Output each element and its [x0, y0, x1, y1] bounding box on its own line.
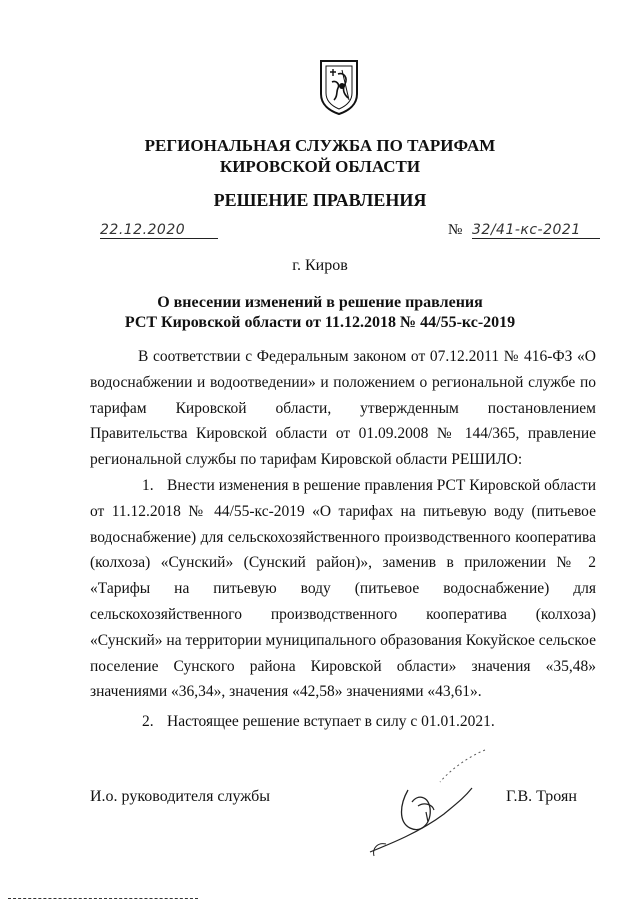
number-label: №	[448, 222, 463, 238]
coat-of-arms-icon	[318, 58, 360, 116]
decision-item-1	[90, 473, 596, 705]
item-number: 1.	[142, 476, 154, 494]
footer-divider	[8, 898, 198, 899]
item-text: Внести изменения в решение правления РСТ Кировской области от 11.12.2018 № 44/55-кс-2019 «О тарифах на питьевую воду (питьевое водоснабжение) для сельскохозяйственного производственного кооператива (колхоза) «Сунский» (Сунский район)», заменив в приложении № 2 «Тарифы на питьевую воду (питьевое водоснабжение) для сельскохозяйственного производственного кооператива (колхоза) «Сунский» на территории муниципального образования Кокуйское сельское поселение Сунского района Кировской области» значения «35,48» значениями «36,34», значения «42,58» значениями «43,61».	[90, 476, 596, 701]
signer-name: Г.В. Троян	[506, 788, 577, 805]
org-name-line1: РЕГИОНАЛЬНАЯ СЛУЖБА ПО ТАРИФАМ	[144, 136, 496, 155]
signer-position: И.о. руководителя службы	[90, 788, 271, 805]
document-body	[90, 344, 596, 735]
item-text: Настоящее решение вступает в силу с 01.01.2021.	[167, 713, 495, 731]
handwritten-signature-icon	[360, 744, 500, 864]
decision-number: 32/41-кс-2021	[472, 222, 600, 239]
decision-date: 22.12.2020	[100, 222, 218, 239]
preamble-paragraph: В соответствии с Федеральным законом от 07.12.2011 № 416-ФЗ «О водоснабжении и водоотведении» и положением о региональной службе по тарифам Кировской области, утвержденным постановлением Правительства Кировской области от 01.09.2008 № 144/365, правление региональной службы по тарифам Кировской области РЕШИЛО:	[90, 348, 596, 469]
item-number: 2.	[142, 713, 154, 731]
decision-item-2	[90, 709, 596, 735]
subject-line2: РСТ Кировской области от 11.12.2018 № 44/55-кс-2019	[124, 314, 516, 331]
org-name-line2: КИРОВСКОЙ ОБЛАСТИ	[219, 157, 421, 176]
subject-line1: О внесении изменений в решение правления	[157, 294, 483, 311]
city: г. Киров	[292, 257, 348, 274]
document-title: РЕШЕНИЕ ПРАВЛЕНИЯ	[213, 190, 427, 210]
